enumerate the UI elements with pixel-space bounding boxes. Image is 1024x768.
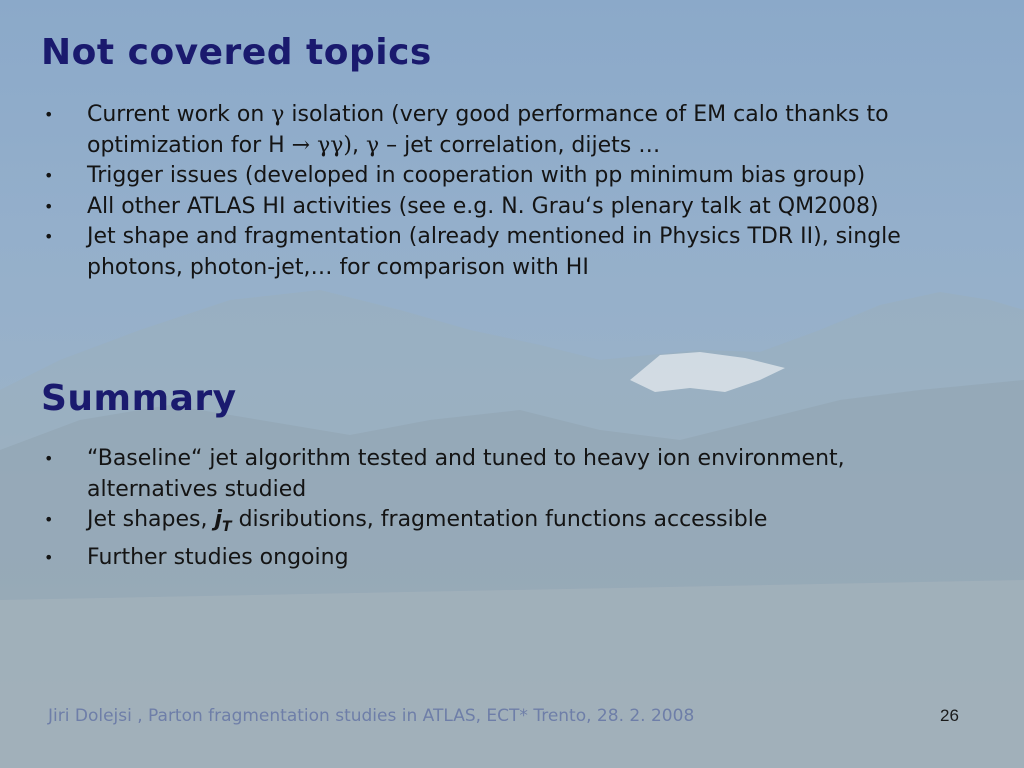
list-item: • Further studies ongoing — [0, 543, 917, 574]
bullet-icon: • — [44, 547, 54, 567]
list-item: • Current work on γ isolation (very good performance of EM calo thanks to optimization for H → γγ), γ – jet correlation, dijets … — [44, 102, 889, 158]
jt-variable: j — [214, 507, 223, 532]
section-title-summary: Summary — [41, 378, 237, 419]
bullet-icon: • — [44, 510, 54, 529]
bullet-icon: • — [44, 196, 54, 216]
bullet-icon: • — [44, 449, 54, 468]
bullet-icon: • — [44, 227, 54, 246]
jt-subscript: T — [222, 519, 232, 536]
page-number: 26 — [940, 706, 959, 725]
list-item: • All other ATLAS HI activities (see e.g. N. Grau‘s plenary talk at QM2008) — [0, 192, 917, 223]
list-item: • Trigger issues (developed in cooperation with pp minimum bias group) — [0, 161, 917, 192]
arrow-symbol: → — [291, 132, 311, 158]
section-title-not-covered-topics: Not covered topics — [41, 32, 432, 73]
list-item: • “Baseline“ jet algorithm tested and tuned to heavy ion environment, alternatives studied — [44, 446, 845, 502]
valley-haze — [0, 580, 1024, 768]
footer-citation: Jiri Dolejsi , Parton fragmentation studies in ATLAS, ECT* Trento, 28. 2. 2008 — [48, 706, 695, 726]
gamma-gamma-symbol: γγ) — [317, 132, 352, 158]
bullet-icon: • — [44, 166, 54, 185]
list-item: • Jet shape and fragmentation (already mentioned in Physics TDR II), single photons, photon-jet,… for comparison with HI — [44, 224, 901, 280]
summary-list — [0, 444, 917, 573]
not-covered-topics-list — [0, 100, 917, 283]
list-item: • Jet shapes, $j_T$ disributions, fragmentation functions accessible — [44, 507, 768, 536]
gamma-symbol: γ — [271, 102, 285, 127]
bullet-icon: • — [44, 105, 54, 124]
gamma-symbol: γ — [365, 132, 380, 158]
